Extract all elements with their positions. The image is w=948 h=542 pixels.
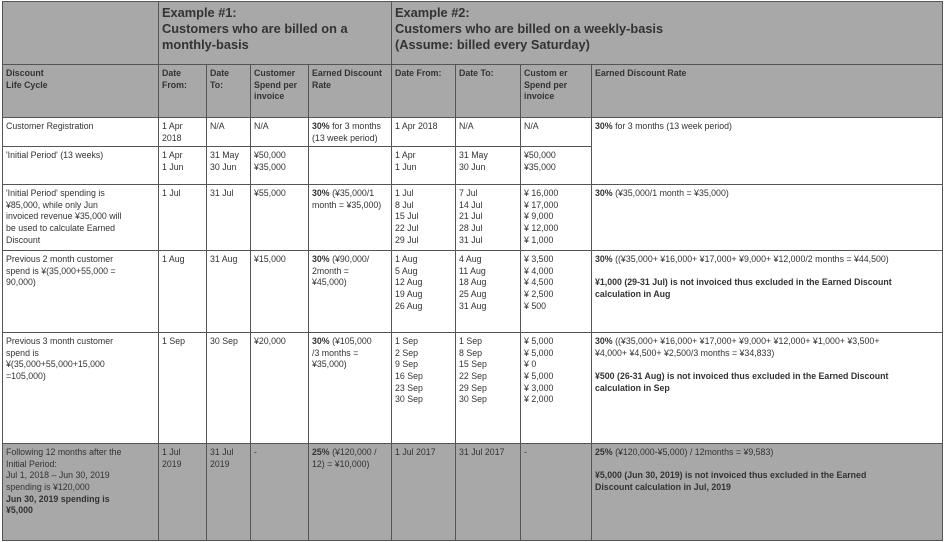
cell-text: (¥120,000-¥5,000) / 12months = ¥9,583) bbox=[615, 447, 774, 458]
cell-text: invoiced revenue ¥35,000 will bbox=[6, 211, 122, 222]
monthly-spend-cell bbox=[251, 185, 309, 251]
header-monthly-date-from bbox=[159, 65, 207, 118]
cell-text: 31 Jul 2017 bbox=[459, 447, 505, 458]
cell-text: 2month = bbox=[312, 265, 349, 276]
exclusion-note: calculation in Aug bbox=[595, 288, 671, 299]
cell-text: 'Initial Period' spending is bbox=[6, 188, 105, 199]
header-monthly-date-to bbox=[207, 65, 251, 118]
cell-text: ¥ 17,000 bbox=[524, 199, 559, 210]
cell-text: 1 Aug bbox=[395, 254, 418, 265]
cell-text: (13 week period) bbox=[312, 132, 378, 143]
example-1-label: Example #1: bbox=[162, 5, 237, 20]
cell-text: - bbox=[524, 447, 527, 458]
cell-text: spend is ¥(35,000+55,000 = bbox=[6, 265, 116, 276]
cell-text: ¥35,000) bbox=[312, 359, 347, 370]
header-text: Custom er bbox=[524, 68, 568, 78]
rate-percent: 30% bbox=[595, 121, 613, 131]
cell-text: 4 Aug bbox=[459, 254, 482, 265]
monthly-date-to-cell bbox=[207, 185, 251, 251]
cell-text: 14 Jul bbox=[459, 199, 483, 210]
cell-text: 29 Jul bbox=[395, 234, 419, 245]
monthly-date-to-cell bbox=[207, 251, 251, 333]
header-text: Date To: bbox=[459, 68, 494, 78]
cell-text: (¥105,000 bbox=[332, 336, 372, 347]
example-2-label: Example #2: bbox=[395, 5, 470, 20]
exclusion-note: calculation in Sep bbox=[595, 382, 670, 393]
cell-text: ¥(35,000+55,000+15,000 bbox=[6, 359, 105, 370]
weekly-date-to-cell bbox=[456, 147, 521, 185]
cell-text: 19 Aug bbox=[395, 288, 423, 299]
cell-text: 21 Jul bbox=[459, 211, 483, 222]
cell-text: 22 Jul bbox=[395, 222, 419, 233]
monthly-date-to-cell bbox=[207, 147, 251, 185]
cell-text: Following 12 months after the bbox=[6, 447, 122, 458]
weekly-date-from-cell bbox=[392, 444, 456, 541]
cell-text: 5 Aug bbox=[395, 265, 418, 276]
weekly-date-from-cell bbox=[392, 185, 456, 251]
monthly-spend-cell bbox=[251, 147, 309, 185]
cell-text: 1 Jun bbox=[162, 161, 184, 172]
monthly-date-to-cell bbox=[207, 118, 251, 147]
cell-text: 1 Sep bbox=[459, 336, 482, 347]
examples-title-row bbox=[3, 2, 943, 65]
cell-text: month = ¥35,000) bbox=[312, 199, 382, 210]
monthly-rate-cell bbox=[309, 251, 392, 333]
cell-text: 18 Aug bbox=[459, 277, 487, 288]
rate-percent: 30% bbox=[595, 188, 613, 199]
cell-text: - bbox=[254, 447, 257, 458]
cell-text: 8 Jul bbox=[395, 199, 414, 210]
cell-text: Previous 3 month customer bbox=[6, 336, 114, 347]
monthly-date-to-cell bbox=[207, 333, 251, 444]
cell-text: ¥50,000 bbox=[254, 150, 286, 161]
lifecycle-cell bbox=[3, 185, 159, 251]
weekly-rate-cell bbox=[592, 118, 943, 185]
header-text: Date bbox=[210, 68, 230, 78]
cell-text: 23 Sep bbox=[395, 382, 423, 393]
lifecycle-cell bbox=[3, 333, 159, 444]
exclusion-note: ¥500 (26-31 Aug) is not invoiced thus excluded in the Earned Discount bbox=[595, 370, 889, 381]
monthly-spend-cell bbox=[251, 118, 309, 147]
discount-lifecycle-table bbox=[2, 1, 943, 541]
header-text: Earned Discount Rate bbox=[595, 68, 687, 78]
cell-text: 22 Sep bbox=[459, 370, 487, 381]
cell-text: 12 Aug bbox=[395, 277, 423, 288]
cell-text: 30 Sep bbox=[459, 394, 487, 405]
monthly-spend-cell bbox=[251, 444, 309, 541]
cell-text: N/A bbox=[210, 121, 225, 131]
monthly-date-to-cell bbox=[207, 444, 251, 541]
cell-text: 1 Jul 2017 bbox=[395, 447, 436, 458]
cell-text: 30 Sep bbox=[210, 336, 238, 347]
lifecycle-cell bbox=[3, 118, 159, 147]
example-2-title bbox=[392, 2, 943, 65]
header-text: invoice bbox=[254, 91, 285, 102]
weekly-date-from-cell bbox=[392, 333, 456, 444]
cell-text: 1 Apr bbox=[395, 150, 416, 161]
cell-text: N/A bbox=[524, 121, 539, 131]
monthly-rate-cell bbox=[309, 147, 392, 185]
cell-text: 1 Sep bbox=[395, 336, 418, 347]
monthly-date-from-cell bbox=[159, 251, 207, 333]
cell-text: Discount bbox=[6, 234, 41, 245]
monthly-rate-cell bbox=[309, 444, 392, 541]
weekly-date-to-cell bbox=[456, 333, 521, 444]
cell-text: ¥20,000 bbox=[254, 336, 286, 347]
rate-percent: 30% bbox=[312, 121, 330, 131]
weekly-rate-cell bbox=[592, 444, 943, 541]
cell-text: 1 Apr bbox=[162, 121, 183, 131]
lifecycle-cell bbox=[3, 147, 159, 185]
header-weekly-spend bbox=[521, 65, 592, 118]
cell-text: 1 Jul bbox=[395, 188, 414, 199]
cell-text: ¥ 500 bbox=[524, 300, 547, 311]
weekly-date-to-cell bbox=[456, 444, 521, 541]
cell-text: 31 Jul bbox=[210, 188, 234, 199]
cell-text: ¥4,000+ ¥4,500+ ¥2,500/3 months = ¥34,833) bbox=[595, 347, 775, 358]
exclusion-note: Discount calculation in Jul, 2019 bbox=[595, 481, 731, 492]
cell-text: ¥ 3,000 bbox=[524, 382, 554, 393]
header-text: Spend per bbox=[524, 79, 568, 90]
cell-text: ¥ 12,000 bbox=[524, 222, 559, 233]
header-text: To: bbox=[210, 79, 224, 90]
cell-text: N/A bbox=[254, 121, 269, 131]
cell-text: 15 Sep bbox=[459, 359, 487, 370]
cell-text: Previous 2 month customer bbox=[6, 254, 114, 265]
exclusion-note: ¥1,000 (29-31 Jul) is not invoiced thus excluded in the Earned Discount bbox=[595, 277, 892, 288]
cell-text: ¥ 2,500 bbox=[524, 288, 554, 299]
rate-percent: 30% bbox=[595, 336, 613, 347]
cell-text: (¥120,000 / bbox=[332, 447, 377, 458]
cell-text: (¥35,000/1 month = ¥35,000) bbox=[615, 188, 729, 199]
monthly-date-from-cell bbox=[159, 118, 207, 147]
cell-text: 16 Sep bbox=[395, 370, 423, 381]
weekly-date-from-cell bbox=[392, 118, 456, 147]
header-monthly-spend bbox=[251, 65, 309, 118]
header-text: Date bbox=[162, 68, 182, 78]
exclusion-note: ¥5,000 (Jun 30, 2019) is not invoiced thus excluded in the Earned bbox=[595, 470, 867, 481]
cell-text: 2 Sep bbox=[395, 347, 418, 358]
header-text: Customer bbox=[254, 68, 296, 78]
header-text: Date From: bbox=[395, 68, 442, 78]
cell-text: 90,000) bbox=[6, 277, 36, 288]
rate-percent: 30% bbox=[312, 336, 330, 347]
cell-text: 9 Sep bbox=[395, 359, 418, 370]
cell-text: ¥ 2,000 bbox=[524, 394, 554, 405]
cell-text: 30 Jun bbox=[459, 161, 486, 172]
cell-text: 7 Jul bbox=[459, 188, 478, 199]
cell-text: ¥50,000 bbox=[524, 150, 556, 161]
table-row bbox=[3, 118, 943, 147]
monthly-spend-cell bbox=[251, 251, 309, 333]
example-1-line: Customers who are billed on a bbox=[162, 21, 348, 36]
monthly-date-from-cell bbox=[159, 444, 207, 541]
cell-text: Initial Period: bbox=[6, 458, 57, 469]
cell-text: 2018 bbox=[162, 132, 182, 143]
cell-text: ((¥35,000+ ¥16,000+ ¥17,000+ ¥9,000+ ¥12,000+ ¥1,000+ ¥3,500+ bbox=[615, 336, 880, 347]
example-1-title bbox=[159, 2, 392, 65]
cell-text: for 3 months bbox=[332, 121, 381, 131]
monthly-date-from-cell bbox=[159, 147, 207, 185]
corner-cell bbox=[3, 2, 159, 65]
header-text: Life Cycle bbox=[6, 79, 48, 90]
cell-text: be used to calculate Earned bbox=[6, 222, 116, 233]
monthly-rate-cell bbox=[309, 333, 392, 444]
cell-text: ¥45,000) bbox=[312, 277, 347, 288]
weekly-rate-cell bbox=[592, 251, 943, 333]
cell-text: 1 Apr bbox=[162, 150, 183, 161]
cell-text: 30 Jun bbox=[210, 161, 237, 172]
table-row bbox=[3, 251, 943, 333]
rate-percent: 30% bbox=[595, 254, 613, 265]
cell-text: 31 Jul bbox=[459, 234, 483, 245]
cell-text: 31 Aug bbox=[210, 254, 238, 265]
column-header-row bbox=[3, 65, 943, 118]
cell-text: ¥35,000 bbox=[254, 161, 286, 172]
rate-percent: 30% bbox=[312, 254, 330, 265]
cell-text: Customer Registration bbox=[6, 121, 94, 131]
weekly-date-to-cell bbox=[456, 185, 521, 251]
cell-text: 15 Jul bbox=[395, 211, 419, 222]
header-text: Rate bbox=[312, 79, 332, 90]
header-text: Earned Discount bbox=[312, 68, 382, 78]
cell-text: ¥ 9,000 bbox=[524, 211, 554, 222]
cell-text: ¥ 0 bbox=[524, 359, 537, 370]
monthly-rate-cell bbox=[309, 118, 392, 147]
cell-text: 8 Sep bbox=[459, 347, 482, 358]
cell-text: spending is ¥120,000 bbox=[6, 481, 90, 492]
table-row bbox=[3, 444, 943, 541]
header-text: invoice bbox=[524, 91, 555, 102]
cell-text: ¥ 5,000 bbox=[524, 336, 554, 347]
weekly-spend-cell bbox=[521, 444, 592, 541]
header-weekly-rate bbox=[592, 65, 943, 118]
rate-percent: 25% bbox=[312, 447, 330, 458]
example-2-line: (Assume: billed every Saturday) bbox=[395, 37, 590, 52]
weekly-date-from-cell bbox=[392, 147, 456, 185]
cell-text: 1 Jun bbox=[395, 161, 417, 172]
cell-text: 2019 bbox=[162, 458, 182, 469]
cell-text: 29 Sep bbox=[459, 382, 487, 393]
cell-text: Jun 30, 2019 spending is bbox=[6, 493, 110, 504]
header-weekly-date-from bbox=[392, 65, 456, 118]
rate-percent: 30% bbox=[312, 188, 330, 199]
rate-percent: 25% bbox=[595, 447, 613, 458]
cell-text: ¥ 5,000 bbox=[524, 347, 554, 358]
cell-text: ¥15,000 bbox=[254, 254, 286, 265]
monthly-rate-cell bbox=[309, 185, 392, 251]
cell-text: 1 Sep bbox=[162, 336, 185, 347]
cell-text: for 3 months (13 week period) bbox=[615, 121, 732, 131]
cell-text: 11 Aug bbox=[459, 265, 486, 276]
cell-text: =105,000) bbox=[6, 370, 46, 381]
cell-text: 31 May bbox=[459, 150, 488, 161]
header-monthly-rate bbox=[309, 65, 392, 118]
weekly-date-to-cell bbox=[456, 251, 521, 333]
cell-text: ¥ 1,000 bbox=[524, 234, 554, 245]
header-text: Discount bbox=[6, 68, 44, 78]
cell-text: ¥35,000 bbox=[524, 161, 556, 172]
cell-text: ¥5,000 bbox=[6, 505, 33, 516]
cell-text: ¥85,000, while only Jun bbox=[6, 199, 98, 210]
cell-text: 31 May bbox=[210, 150, 239, 161]
example-1-line: monthly-basis bbox=[162, 37, 249, 52]
header-weekly-date-to bbox=[456, 65, 521, 118]
cell-text: 'Initial Period' (13 weeks) bbox=[6, 150, 104, 161]
weekly-spend-cell bbox=[521, 251, 592, 333]
header-text: From: bbox=[162, 79, 187, 90]
cell-text: 31 Aug bbox=[459, 300, 487, 311]
cell-text: 12) = ¥10,000) bbox=[312, 458, 370, 469]
weekly-rate-cell bbox=[592, 333, 943, 444]
weekly-date-to-cell bbox=[456, 118, 521, 147]
cell-text: ¥ 5,000 bbox=[524, 370, 554, 381]
cell-text: ¥55,000 bbox=[254, 188, 286, 199]
lifecycle-cell bbox=[3, 251, 159, 333]
cell-text: N/A bbox=[459, 121, 474, 131]
cell-text: ¥ 4,000 bbox=[524, 265, 554, 276]
cell-text: 30 Sep bbox=[395, 394, 423, 405]
weekly-spend-cell bbox=[521, 147, 592, 185]
cell-text: 25 Aug bbox=[459, 288, 487, 299]
cell-text: 1 Aug bbox=[162, 254, 185, 265]
cell-text: (¥90,000/ bbox=[332, 254, 370, 265]
lifecycle-cell bbox=[3, 444, 159, 541]
cell-text: /3 months = bbox=[312, 347, 359, 358]
cell-text: 31 Jul bbox=[210, 447, 234, 458]
weekly-date-from-cell bbox=[392, 251, 456, 333]
cell-text: 28 Jul bbox=[459, 222, 483, 233]
header-text: Spend per bbox=[254, 79, 298, 90]
cell-text: 1 Jul bbox=[162, 447, 181, 458]
cell-text: 1 Jul bbox=[162, 188, 181, 199]
weekly-spend-cell bbox=[521, 185, 592, 251]
cell-text: 1 Apr 2018 bbox=[395, 121, 438, 131]
cell-text: Jul 1, 2018 – Jun 30, 2019 bbox=[6, 470, 110, 481]
cell-text: 26 Aug bbox=[395, 300, 423, 311]
weekly-spend-cell bbox=[521, 118, 592, 147]
example-2-line: Customers who are billed on a weekly-basis bbox=[395, 21, 664, 36]
monthly-date-from-cell bbox=[159, 333, 207, 444]
cell-text: ((¥35,000+ ¥16,000+ ¥17,000+ ¥9,000+ ¥12,000/2 months = ¥44,500) bbox=[615, 254, 889, 265]
cell-text: 2019 bbox=[210, 458, 230, 469]
monthly-date-from-cell bbox=[159, 185, 207, 251]
cell-text: ¥ 4,500 bbox=[524, 277, 554, 288]
weekly-rate-cell bbox=[592, 185, 943, 251]
cell-text: (¥35,000/1 bbox=[332, 188, 375, 199]
cell-text: ¥ 3,500 bbox=[524, 254, 554, 265]
header-lifecycle bbox=[3, 65, 159, 118]
cell-text: spend is bbox=[6, 347, 39, 358]
weekly-spend-cell bbox=[521, 333, 592, 444]
monthly-spend-cell bbox=[251, 333, 309, 444]
table-row bbox=[3, 185, 943, 251]
table-row bbox=[3, 333, 943, 444]
cell-text: ¥ 16,000 bbox=[524, 188, 559, 199]
